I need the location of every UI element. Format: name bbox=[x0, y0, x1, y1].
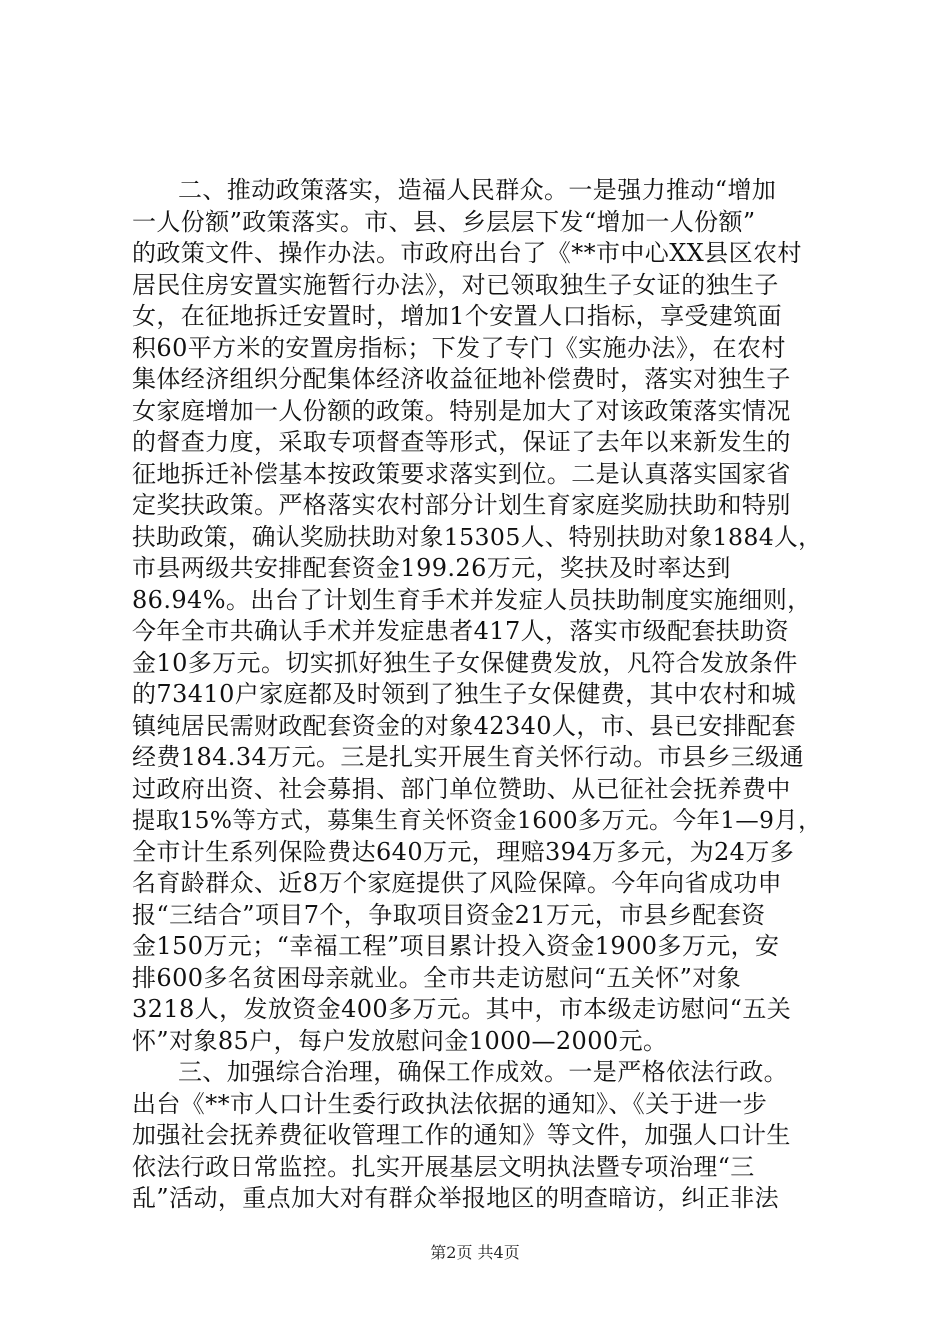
paragraph-2-line-7: 集体经济组织分配集体经济收益征地补偿费时，落实对独生子 bbox=[132, 365, 791, 393]
paragraph-2-line-4: 居民住房安置实施暂行办法》，对已领取独生子女证的独生子 bbox=[132, 270, 779, 299]
document-body bbox=[132, 175, 823, 1215]
paragraph-2-line-18: 镇纯居民需财政配套资金的对象42340人，市、县已安排配套 bbox=[132, 711, 796, 740]
paragraph-3-line-5: 乱”活动，重点加大对有群众举报地区的明查暗访，纠正非法 bbox=[132, 1184, 780, 1212]
paragraph-2-line-13: 市县两级共安排配套资金199.26万元，奖扶及时率达到 bbox=[132, 554, 731, 582]
page-number-footer: 第2页 共4页 bbox=[430, 1243, 520, 1262]
paragraph-2-line-26: 排600多名贫困母亲就业。全市共走访慰问“五关怀”对象 bbox=[132, 963, 742, 992]
paragraph-2-line-16: 金10多万元。切实抓好独生子女保健费发放，凡符合发放条件 bbox=[132, 648, 798, 677]
paragraph-2-line-20: 过政府出资、社会募捐、部门单位赞助、从已征社会抚养费中 bbox=[132, 774, 791, 803]
paragraph-2-line-12: 扶助政策，确认奖励扶助对象15305人、特别扶助对象1884人， bbox=[132, 522, 823, 551]
paragraph-2-line-10: 征地拆迁补偿基本按政策要求落实到位。二是认真落实国家省 bbox=[132, 459, 791, 488]
paragraph-3-line-1: 三、加强综合治理，确保工作成效。一是严格依法行政。 bbox=[178, 1058, 788, 1086]
paragraph-2-line-27: 3218人，发放资金400多万元。其中，市本级走访慰问“五关 bbox=[132, 995, 792, 1023]
paragraph-3-line-2: 出台《**市人口计生委行政执法依据的通知》、《关于进一步 bbox=[132, 1089, 768, 1118]
paragraph-2-line-14: 86.94%。出台了计划生育手术并发症人员扶助制度实施细则， bbox=[132, 585, 812, 614]
paragraph-2-line-21: 提取15%等方式，募集生育关怀资金1600多万元。今年1—9月， bbox=[132, 807, 822, 834]
paragraph-2-line-23: 名育龄群众、近8万个家庭提供了风险保障。今年向省成功申 bbox=[132, 869, 783, 897]
paragraph-2-line-19: 经费184.34万元。三是扎实开展生育关怀行动。市县乡三级通 bbox=[132, 743, 804, 771]
paragraph-2-line-11: 定奖扶政策。严格落实农村部分计划生育家庭奖励扶助和特别 bbox=[132, 491, 791, 519]
paragraph-2-line-1: 二、推动政策落实，造福人民群众。一是强力推动“增加 bbox=[178, 176, 777, 204]
paragraph-2-line-9: 的督查力度，采取专项督查等形式，保证了去年以来新发生的 bbox=[132, 428, 791, 456]
paragraph-2-line-3: 的政策文件、操作办法。市政府出台了《**市中心XX县区农村 bbox=[132, 239, 802, 267]
paragraph-2-line-24: 报“三结合”项目7个，争取项目资金21万元，市县乡配套资 bbox=[132, 900, 766, 929]
paragraph-3-line-3: 加强社会抚养费征收管理工作的通知》等文件，加强人口计生 bbox=[132, 1121, 791, 1149]
paragraph-2-line-8: 女家庭增加一人份额的政策。特别是加大了对该政策落实情况 bbox=[132, 396, 791, 425]
paragraph-2-line-17: 的73410户家庭都及时领到了独生子女保健费，其中农村和城 bbox=[132, 680, 796, 708]
paragraph-2-line-28: 怀”对象85户，每户发放慰问金1000—2000元。 bbox=[132, 1026, 668, 1055]
paragraph-2-line-15: 今年全市共确认手术并发症患者417人，落实市级配套扶助资 bbox=[132, 617, 790, 645]
paragraph-2-line-22: 全市计生系列保险费达640万元，理赔394万多元，为24万多 bbox=[132, 837, 795, 866]
paragraph-3-line-4: 依法行政日常监控。扎实开展基层文明执法暨专项治理“三 bbox=[132, 1152, 755, 1181]
paragraph-2-line-5: 女，在征地拆迁安置时，增加1个安置人口指标，享受建筑面 bbox=[132, 302, 783, 330]
paragraph-2-line-6: 积60平方米的安置房指标；下发了专门《实施办法》，在农村 bbox=[132, 333, 786, 362]
paragraph-2-line-25: 金150万元；“幸福工程”项目累计投入资金1900多万元，安 bbox=[132, 932, 780, 960]
paragraph-2-line-2: 一人份额”政策落实。市、县、乡层层下发“增加一人份额” bbox=[132, 207, 756, 236]
